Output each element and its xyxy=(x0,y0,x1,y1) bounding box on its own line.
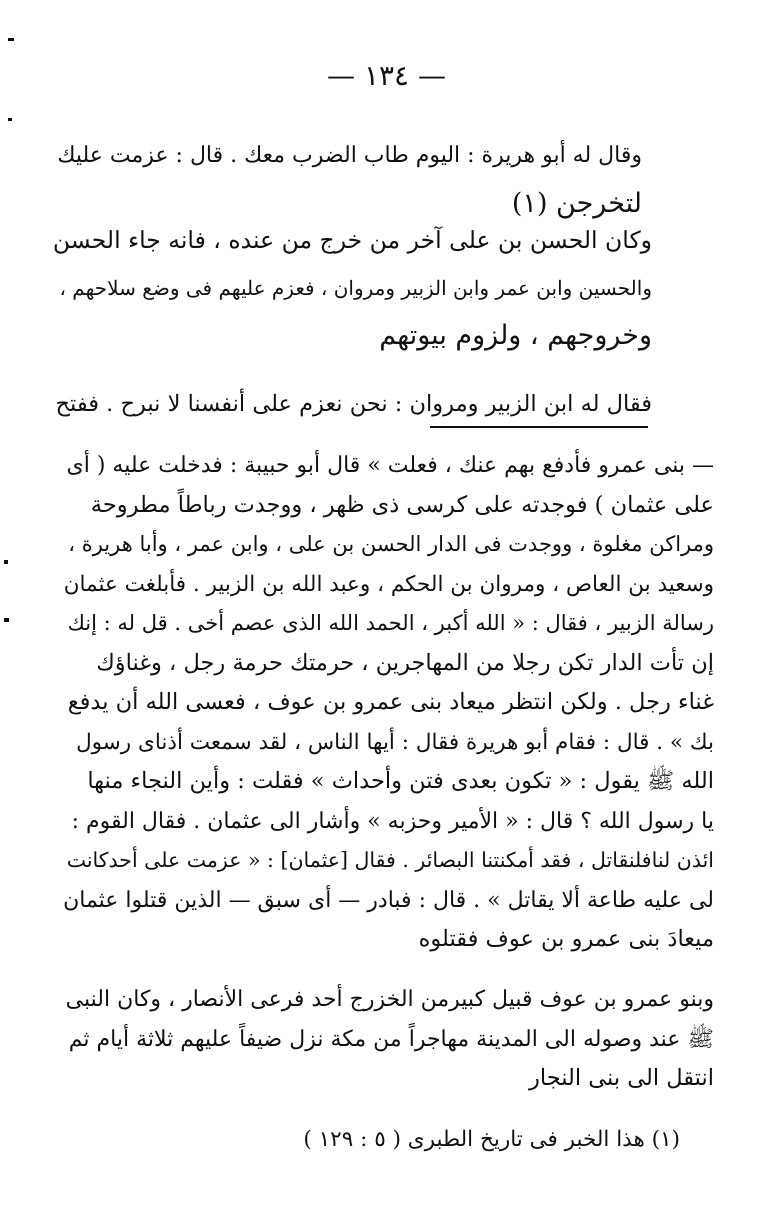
text-line: وخروجهم ، ولزوم بيوتهم xyxy=(379,320,652,351)
footnote-continuation xyxy=(62,446,714,960)
footnote-1 xyxy=(300,1120,680,1160)
footnote-line: يا رسول الله ؟ قال : « الأمير وحزبه » وأشار الى عثمان . فقال القوم : xyxy=(71,808,714,834)
footnote-line: الله ﷺ يقول : « تكون بعدى فتن وأحداث » فقلت : وأين النجاء منها xyxy=(87,768,714,794)
footnote-line: غناء رجل . ولكن انتظر ميعاد بنى عمرو بن عوف ، فعسى الله أن يدفع xyxy=(67,689,714,715)
scan-speck xyxy=(8,38,14,41)
footnote-line: ومراكن مغلوة ، ووجدت فى الدار الحسن بن على ، وابن عمر ، وأبا هريرة ، xyxy=(68,532,714,556)
paragraph-3 xyxy=(52,380,652,428)
scan-speck xyxy=(4,560,8,564)
footnote-separator xyxy=(430,426,648,428)
footnote-line: ميعادَ بنى عمرو بن عوف فقتلوه xyxy=(418,926,714,952)
text-line: لتخرجن (١) xyxy=(511,188,642,219)
paragraph-2 xyxy=(52,216,652,360)
footnote-line: ﷺ عند وصوله الى المدينة مهاجراً من مكة نزل ضيفاً عليهم ثلاثة أيام ثم xyxy=(68,1026,714,1052)
footnote-line: لى عليه طاعة ألا يقاتل » . قال : فبادر — أى سبق — الذين قتلوا عثمان xyxy=(63,887,714,913)
footnote-line: انتقل الى بنى النجار xyxy=(529,1065,714,1091)
footnote-tribe-note xyxy=(62,980,714,1099)
text-line: وقال له أبو هريرة : اليوم طاب الضرب معك . قال : عزمت عليك xyxy=(57,143,642,168)
footnote-line: ائذن لنافلنقاتل ، فقد أمكنتنا البصائر . فقال [عثمان] : « عزمت على أحدكانت xyxy=(66,848,714,872)
text-line: فقال له ابن الزبير ومروان : نحن نعزم على أنفسنا لا نبرح . ففتح xyxy=(55,391,652,417)
text-line: وكان الحسن بن على آخر من خرج من عنده ، فانه جاء الحسن xyxy=(52,226,652,254)
footnote-line: رسالة الزبير ، فقال : « الله أكبر ، الحمد الله الذى عصم أخى . قل له : إنك xyxy=(67,611,714,635)
paragraph-1 xyxy=(52,132,642,228)
text-line: والحسين وابن عمر وابن الزبير ومروان ، فعزم عليهم فى وضع سلاحهم ، xyxy=(59,276,652,300)
footnote-line: بك » . قال : فقام أبو هريرة فقال : أيها الناس ، لقد سمعت أذناى رسول xyxy=(76,729,714,755)
scan-speck xyxy=(8,118,12,121)
footnote-line: على عثمان ) فوجدته على كرسى ذى ظهر ، ووجدت رباطاً مطروحة xyxy=(90,491,714,518)
footnote-line: وسعيد بن العاص ، ومروان بن الحكم ، وعبد الله بن الزبير . فأبلغت عثمان xyxy=(63,571,714,597)
page-number: — ١٣٤ — xyxy=(327,59,446,92)
footnote-line: وبنو عمرو بن عوف قبيل كبيرمن الخزرج أحد فرعى الأنصار ، وكان النبى xyxy=(65,987,714,1012)
footnote-line: (١) هذا الخبر فى تاريخ الطبرى ( ٥ : ١٢٩ ) xyxy=(303,1127,680,1152)
footnote-line: إن تأت الدار تكن رجلا من المهاجرين ، حرمتك حرمة رجل ، وغناؤك xyxy=(96,649,714,676)
footnote-line: — بنى عمرو فأدفع بهم عنك ، فعلت » قال أبو حبيبة : فدخلت عليه ( أى xyxy=(66,453,714,478)
scan-speck xyxy=(4,618,9,622)
